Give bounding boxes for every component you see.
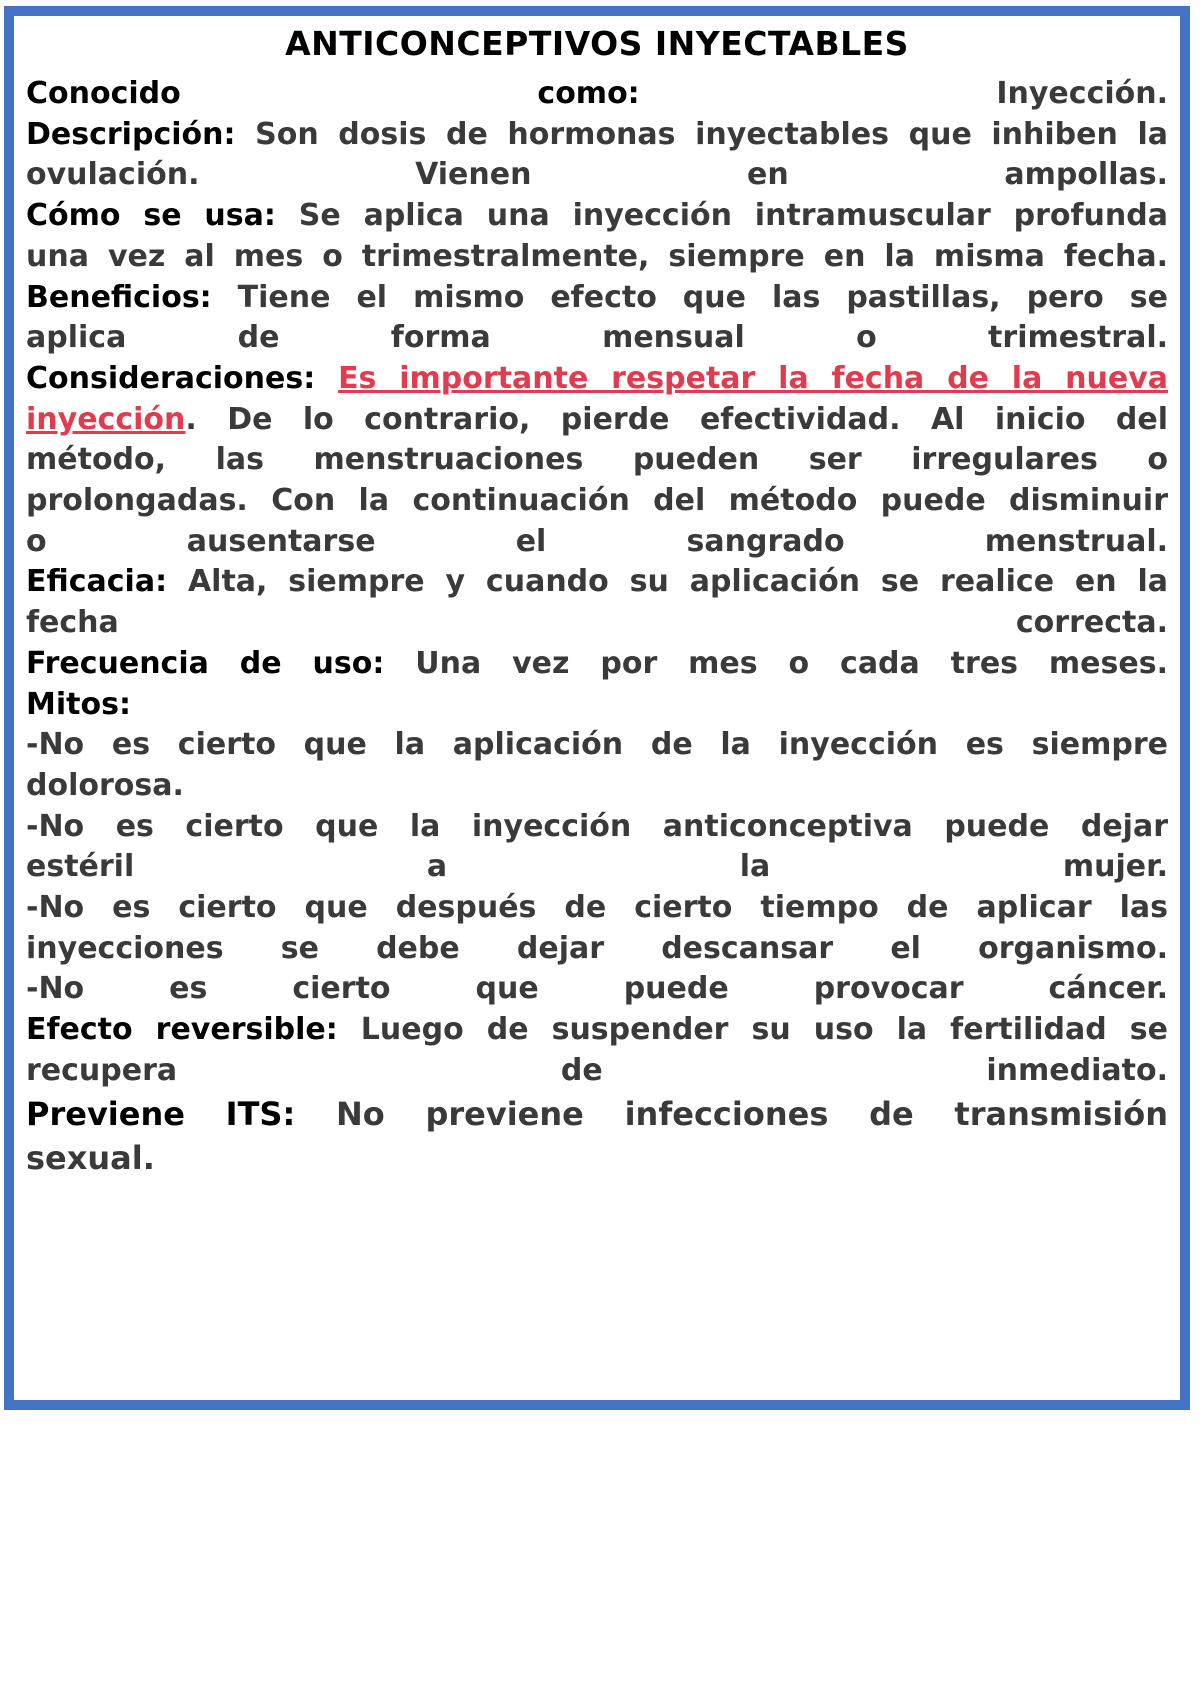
mito-2-line-1: -No es cierto que la inyección anticonceptiva puede dejar — [26, 808, 1168, 844]
beneficios-line-1 — [26, 278, 1168, 319]
mito-1-line-1: -No es cierto que la aplicación de la inyección es siempre — [26, 727, 1168, 763]
consideraciones-line-5: o ausentarse el sangrado menstrual. — [26, 523, 1168, 559]
conocido-line — [26, 74, 1168, 115]
previene-its-text-1: No previene infecciones de transmisión — [335, 1094, 1169, 1133]
efecto-reversible-text-1: Luego de suspender su uso la fertilidad se — [360, 1012, 1168, 1048]
mitos-label: Mitos: — [26, 686, 131, 722]
efecto-reversible-label: Efecto reversible: — [26, 1012, 338, 1048]
mito-1-line-2: dolorosa. — [26, 767, 184, 803]
descripcion-text-1: Son dosis de hormonas inyectables que inhiben la — [255, 116, 1169, 152]
consideraciones-line-3: método, las menstruaciones pueden ser irregulares o — [26, 442, 1168, 478]
previene-its-line-2: sexual. — [26, 1138, 155, 1177]
consideraciones-line-1 — [26, 359, 1168, 400]
mito-3-line-2: inyecciones se debe dejar descansar el organismo. — [26, 930, 1168, 966]
como-se-usa-text-1: Se aplica una inyección intramuscular profunda — [298, 198, 1168, 234]
eficacia-label: Eficacia: — [26, 564, 168, 600]
consideraciones-label: Consideraciones: — [26, 360, 316, 396]
eficacia-line-2: fecha correcta. — [26, 605, 1168, 641]
frecuencia-line — [26, 644, 1168, 685]
content-body — [26, 74, 1168, 1180]
eficacia-text-1: Alta, siempre y cuando su aplicación se realice en la — [187, 564, 1168, 600]
consideraciones-line-2 — [26, 400, 1168, 441]
consideraciones-line-4: prolongadas. Con la continuación del método puede disminuir — [26, 483, 1168, 519]
como-se-usa-label: Cómo se usa: — [26, 198, 276, 234]
beneficios-line-2: aplica de forma mensual o trimestral. — [26, 320, 1168, 356]
descripcion-label: Descripción: — [26, 116, 236, 152]
consideraciones-highlight-1: Es importante respetar la fecha de la nueva — [338, 360, 1169, 396]
conocido-text: Inyección. — [996, 76, 1168, 111]
consideraciones-text-2: . De lo contrario, pierde efectividad. Al inicio del — [185, 401, 1168, 437]
page-title: ANTICONCEPTIVOS INYECTABLES — [285, 24, 909, 63]
mito-3-line-1: -No es cierto que después de cierto tiempo de aplicar las — [26, 890, 1168, 926]
conocido-label: Conocido como: — [26, 76, 640, 111]
eficacia-line-1 — [26, 562, 1168, 603]
mitos-heading — [26, 685, 1168, 726]
info-card — [4, 6, 1190, 1410]
consideraciones-highlight-2: inyección — [26, 401, 186, 437]
previene-its-label: Previene ITS: — [26, 1094, 296, 1133]
frecuencia-text: Una vez por mes o cada tres meses. — [415, 645, 1168, 681]
descripcion-line-2: ovulación. Vienen en ampollas. — [26, 157, 1168, 193]
como-se-usa-line-2: una vez al mes o trimestralmente, siempre en la misma fecha. — [26, 238, 1168, 274]
efecto-reversible-line-1 — [26, 1010, 1168, 1051]
beneficios-text-1: Tiene el mismo efecto que las pastillas, pero se — [237, 279, 1168, 315]
beneficios-label: Beneficios: — [26, 279, 212, 315]
mito-2-line-2: estéril a la mujer. — [26, 849, 1168, 885]
efecto-reversible-line-2: recupera de inmediato. — [26, 1052, 1168, 1088]
descripcion-line-1 — [26, 115, 1168, 156]
como-se-usa-line-1 — [26, 196, 1168, 237]
mito-4-line: -No es cierto que puede provocar cáncer. — [26, 971, 1168, 1007]
previene-its-line-1 — [26, 1092, 1168, 1136]
frecuencia-label: Frecuencia de uso: — [26, 645, 385, 681]
